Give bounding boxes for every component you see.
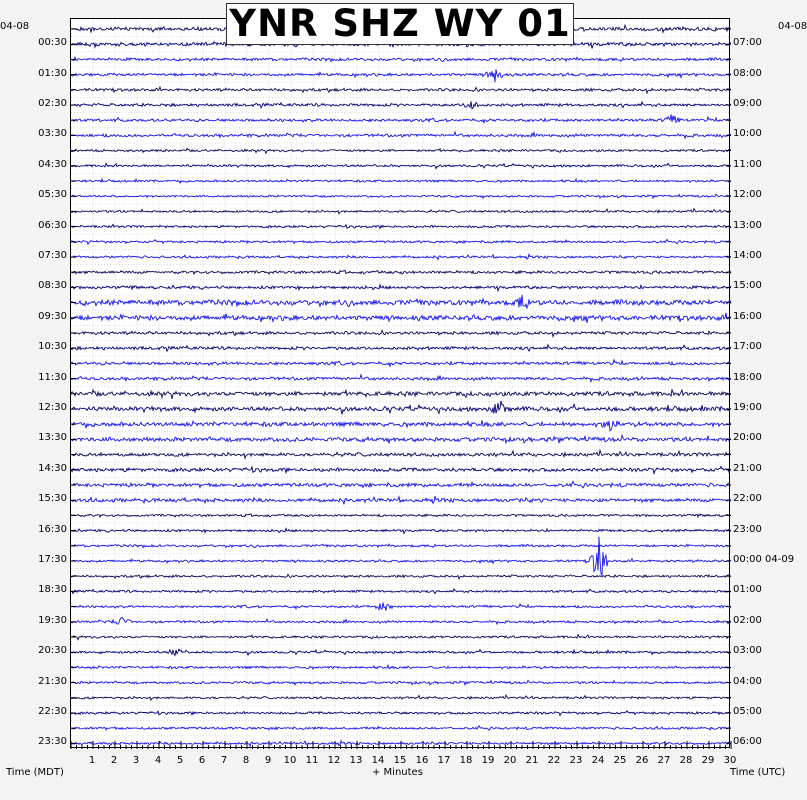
left-time-label: 20:30 xyxy=(38,645,67,657)
left-time-label: 07:30 xyxy=(38,250,67,261)
x-tick-label: 2 xyxy=(110,755,118,766)
right-time-label: 17:00 xyxy=(733,341,762,353)
left-time-label: 21:30 xyxy=(38,675,67,687)
x-tick-label: 23 xyxy=(569,755,583,766)
left-time-label: 05:30 xyxy=(38,189,67,201)
right-time-label: 18:00 xyxy=(733,371,762,383)
x-tick-label: 1 xyxy=(88,755,96,766)
x-tick-label: 28 xyxy=(679,755,693,766)
right-time-label: 19:00 xyxy=(733,402,762,413)
left-time-label: 15:30 xyxy=(38,493,67,505)
x-tick-label: 19 xyxy=(481,755,495,766)
left-axis-title: Time (MDT) xyxy=(6,767,64,778)
left-time-label: 00:30 xyxy=(38,37,67,49)
seismogram-plot-area xyxy=(70,18,730,748)
x-tick-label: 16 xyxy=(415,755,429,766)
right-time-label: 11:00 xyxy=(733,158,762,170)
left-time-label: 19:30 xyxy=(38,614,67,626)
right-axis-title: Time (UTC) xyxy=(730,767,786,778)
x-tick-label: 12 xyxy=(327,755,341,766)
right-time-label: 07:00 xyxy=(733,37,762,49)
left-time-label: 02:30 xyxy=(38,98,67,109)
left-time-label: 17:30 xyxy=(38,554,67,565)
left-time-label: 14:30 xyxy=(38,462,67,474)
left-time-label: 03:30 xyxy=(38,128,67,140)
x-tick-label: 14 xyxy=(371,755,385,766)
left-time-label: 16:30 xyxy=(38,523,67,535)
left-date-label: 04-08 xyxy=(0,21,30,32)
x-tick-label: 26 xyxy=(635,755,649,766)
right-time-label: 20:00 xyxy=(733,432,762,444)
x-tick-label: 30 xyxy=(723,755,737,766)
right-time-label: 03:00 xyxy=(733,645,762,657)
x-tick-label: 18 xyxy=(459,755,473,766)
left-time-label: 22:30 xyxy=(38,706,67,717)
x-tick-label: 6 xyxy=(198,755,206,766)
x-tick-label: 8 xyxy=(242,755,250,766)
right-time-label: 21:00 xyxy=(733,462,762,474)
right-time-label: 00:00 04-09 xyxy=(733,554,795,565)
right-time-label: 22:00 xyxy=(733,493,762,505)
right-time-label: 16:00 xyxy=(733,310,762,322)
x-tick-label: 27 xyxy=(657,755,671,766)
left-time-label: 18:30 xyxy=(38,584,67,596)
x-tick-label: 17 xyxy=(437,755,451,766)
left-time-label: 23:30 xyxy=(38,736,67,748)
right-time-label: 09:00 xyxy=(733,98,762,109)
right-time-label: 04:00 xyxy=(733,675,762,687)
left-time-label: 08:30 xyxy=(38,280,67,292)
left-time-label: 09:30 xyxy=(38,310,67,322)
left-time-label: 01:30 xyxy=(38,67,67,79)
left-time-label: 04:30 xyxy=(38,158,67,170)
x-tick-label: 4 xyxy=(154,755,162,766)
x-tick-label: 7 xyxy=(220,755,228,766)
x-axis-title: + Minutes xyxy=(372,767,423,778)
left-time-label: 06:30 xyxy=(38,219,67,231)
x-tick-label: 9 xyxy=(264,755,272,766)
left-time-label: 10:30 xyxy=(38,341,67,353)
right-time-label: 12:00 xyxy=(733,189,762,201)
x-tick-label: 15 xyxy=(393,755,407,766)
right-time-label: 02:00 xyxy=(733,614,762,626)
right-time-label: 15:00 xyxy=(733,280,762,292)
right-time-label: 05:00 xyxy=(733,706,762,717)
right-time-label: 23:00 xyxy=(733,523,762,535)
right-time-label: 14:00 xyxy=(733,250,762,261)
right-time-label: 01:00 xyxy=(733,584,762,596)
x-tick-label: 5 xyxy=(176,755,184,766)
right-date-label: 04-08 xyxy=(778,21,807,32)
x-tick-label: 10 xyxy=(283,755,297,766)
x-tick-label: 21 xyxy=(525,755,539,766)
x-tick-label: 24 xyxy=(591,755,605,766)
x-tick-label: 3 xyxy=(132,755,140,766)
seismogram-traces xyxy=(71,19,731,749)
x-tick-label: 20 xyxy=(503,755,517,766)
left-time-label: 13:30 xyxy=(38,432,67,444)
x-tick-label: 25 xyxy=(613,755,627,766)
x-tick-label: 22 xyxy=(547,755,561,766)
x-tick-label: 13 xyxy=(349,755,363,766)
left-time-label: 11:30 xyxy=(38,371,67,383)
x-tick-label: 11 xyxy=(305,755,319,766)
x-tick-label: 29 xyxy=(701,755,715,766)
right-time-label: 13:00 xyxy=(733,219,762,231)
chart-title: YNR SHZ WY 01 xyxy=(226,3,574,45)
right-time-label: 06:00 xyxy=(733,736,762,748)
right-time-label: 10:00 xyxy=(733,128,762,140)
right-time-label: 08:00 xyxy=(733,67,762,79)
left-time-label: 12:30 xyxy=(38,402,67,413)
